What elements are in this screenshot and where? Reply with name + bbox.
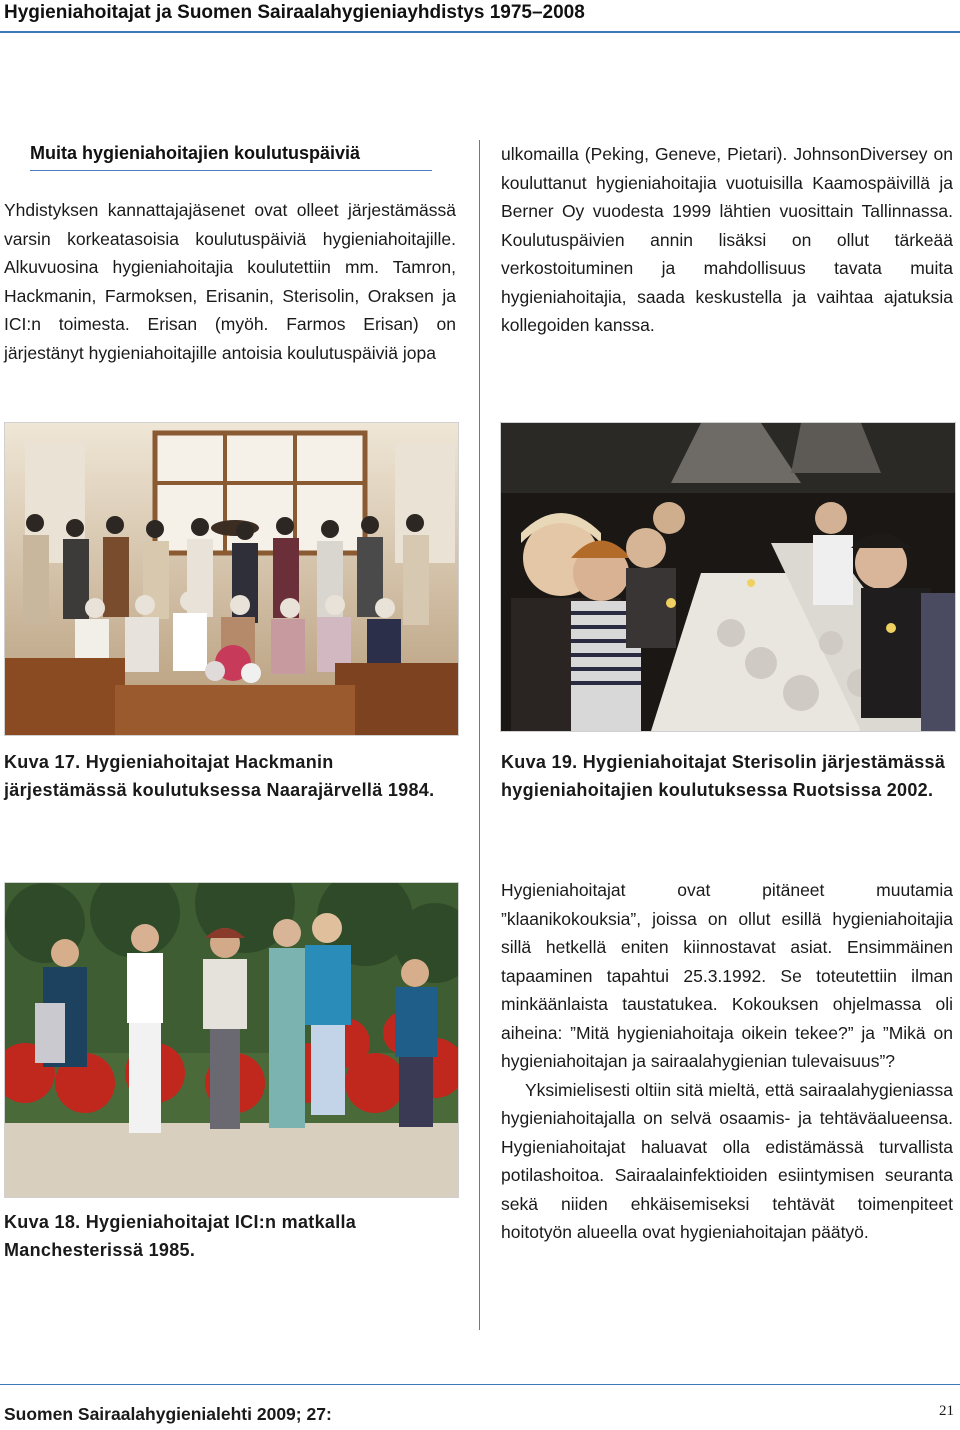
section-heading-rule [30,170,432,171]
caption-kuva-17-text: Kuva 17. Hygieniahoitajat Hackmanin järjestämässä koulutuksessa Naarajärvellä 1984. [4,752,435,800]
left-column-text [4,196,456,367]
photo-kuva-18 [4,882,459,1198]
right-column-text-top [501,140,953,340]
caption-kuva-18-text: Kuva 18. Hygieniahoitajat ICI:n matkalla Manchesterissä 1985. [4,1212,357,1260]
paragraph-3: Hygieniahoitajat ovat pitäneet muutamia ”klaanikokouksia”, joissa on ollut esillä hygieniahoitajia sillä hetkellä eniten kiinnostavat asiat. Ensimmäinen tapaaminen tapahtui 25.3.1992. Se toteutettiin ilman minkäänlaista taustatukea. Kokouksen ohjelmassa oli aiheina: ”Mitä hygieniahoitaja oikein tekee?” ja ”Mikä on hygieniahoitajan ja sairaalahygienian tulevaisuus”? [501,880,953,1071]
page-header-title: Hygieniahoitajat ja Suomen Sairaalahygieniayhdistys 1975–2008 [4,2,585,23]
caption-kuva-19 [501,748,953,804]
paragraph-1: Yhdistyksen kannattajajäsenet ovat olleet järjestämässä varsin korkeatasoisia koulutuspäiviä hygieniahoitajille. Alkuvuosina hygieniahoitajia koulutettiin mm. Tamron, Hackmanin, Farmoksen, Erisanin, Sterisolin, Oraksen ja ICI:n toimesta. Erisan (myöh. Farmos Erisan) on järjestänyt hygieniahoitajille antoisia koulutuspäiviä jopa [4,200,456,363]
right-column-text-bottom [501,876,953,1247]
footer-rule [0,1384,960,1385]
caption-kuva-17 [4,748,456,804]
paragraph-2: ulkomailla (Peking, Geneve, Pietari). JohnsonDiversey on kouluttanut hygieniahoitajia vuotuisilla Kaamospäivillä ja Berner Oy vuodesta 1999 lähtien vuosittain Tallinnassa. Koulutuspäivien annin lisäksi on ollut tärkeää verkostoituminen ja mahdollisuus tavata muita hygieniahoitajia, saada keskustella ja vaihtaa ajatuksia kollegoiden kanssa. [501,144,953,335]
caption-kuva-18 [4,1208,456,1264]
photo-kuva-19 [500,422,956,732]
photo-kuva-17 [4,422,459,736]
column-divider [479,140,480,1330]
section-heading: Muita hygieniahoitajien koulutuspäiviä [30,143,361,163]
header-rule [0,31,960,33]
caption-kuva-19-text: Kuva 19. Hygieniahoitajat Sterisolin järjestämässä hygieniahoitajien koulutuksessa Ruotsissa 2002. [501,752,946,800]
paragraph-4: Yksimielisesti oltiin sitä mieltä, että sairaalahygieniassa hygieniahoitajalla on selvä osaamis- ja tehtäväalueensa. Hygieniahoitajat haluavat olla edistämässä turvallista potilashoitoa. Sairaalainfektioiden esiintymisen seuranta sekä niiden ehkäisemiseksi tehtävät toimenpiteet hoitotyön alueella ovat hygieniahoitajan päätyö. [501,1079,953,1242]
page-number: 21 [939,1403,954,1419]
footer-journal: Suomen Sairaalahygienialehti 2009; 27: [4,1404,332,1424]
